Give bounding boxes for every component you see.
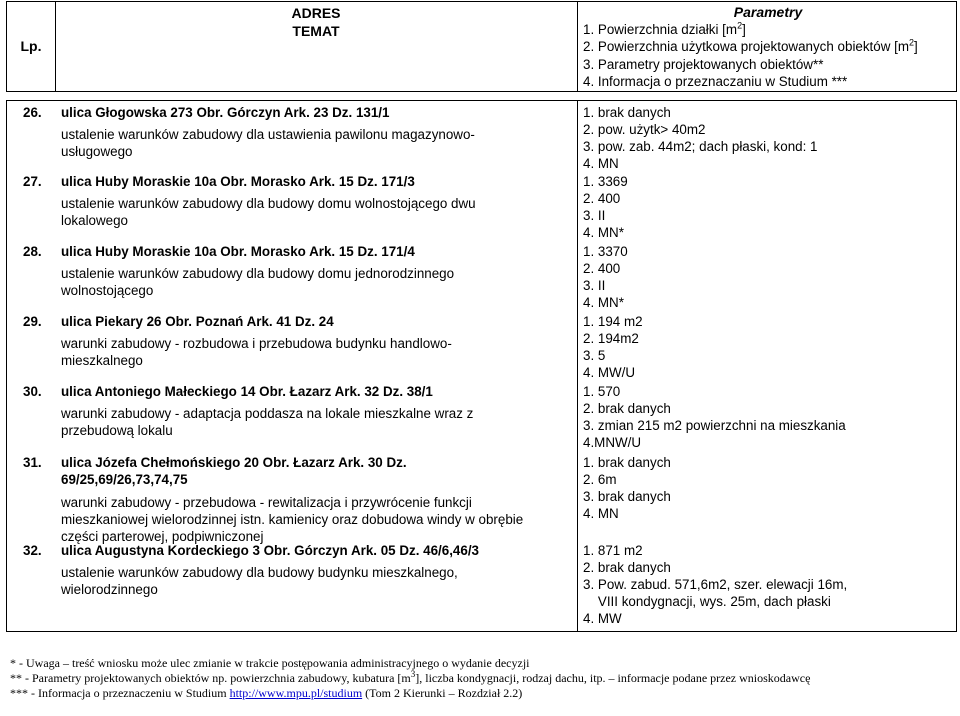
- header-divider: [577, 2, 578, 91]
- row-number: 28.: [23, 244, 42, 259]
- row-address: ulica Augustyna Kordeckiego 3 Obr. Górczyn Ark. 05 Dz. 46/6,46/3: [61, 543, 479, 558]
- row-address: ulica Głogowska 273 Obr. Górczyn Ark. 23 Dz. 131/1: [61, 105, 390, 120]
- header-adres: ADRES: [291, 5, 341, 21]
- row-address: ulica Huby Moraskie 10a Obr. Morasko Ark. 15 Dz. 171/4: [61, 244, 415, 259]
- row-topic: ustalenie warunków zabudowy dla budowy domu jednorodzinnego wolnostojącego: [61, 266, 455, 298]
- row-param: 4. MW: [583, 611, 622, 626]
- row-param: 2. 194m2: [583, 331, 639, 346]
- row-topic: ustalenie warunków zabudowy dla ustawienia pawilonu magazynowo-usługowego: [61, 127, 475, 159]
- row-param: 3. II: [583, 278, 606, 293]
- row-param: 2. 400: [583, 261, 621, 276]
- row-number: 32.: [23, 543, 42, 558]
- row-number: 26.: [23, 105, 42, 120]
- row-param: 3. pow. zab. 44m2; dach płaski, kond: 1: [583, 139, 818, 154]
- row-param: 3. II: [583, 208, 606, 223]
- table-header: [6, 1, 957, 92]
- row-params: [583, 243, 953, 311]
- row-param: 1. 3369: [583, 174, 628, 189]
- row-params: [583, 313, 953, 381]
- row-param: 1. brak danych: [583, 455, 671, 470]
- row-param: 1. 871 m2: [583, 543, 643, 558]
- footnote-1: * - Uwaga – treść wniosku może ulec zmianie w trakcie postępowania administracyjnego o wydanie decyzji: [10, 656, 530, 670]
- row-param: 2. 400: [583, 191, 621, 206]
- body-divider: [577, 101, 578, 631]
- row-param: 4. MW/U: [583, 365, 636, 380]
- header-param-3: 3. Parametry projektowanych obiektów**: [583, 56, 824, 72]
- row-number: 30.: [23, 384, 42, 399]
- row-param: 4. MN: [583, 506, 619, 521]
- table-body: [6, 100, 957, 632]
- row-topic: ustalenie warunków zabudowy dla budowy domu wolnostojącego dwu lokalowego: [61, 196, 476, 228]
- row-number: 31.: [23, 455, 42, 470]
- row-number: 27.: [23, 174, 42, 189]
- footnote-2: ** - Parametry projektowanych obiektów np. powierzchnia zabudowy, kubatura $[m^3]$, liczba kondygnacji, rodzaj dachu, itp. – informacje podane przez wnioskodawcę: [10, 669, 811, 685]
- row-param: 2. brak danych: [583, 401, 671, 416]
- row-param: 3. Pow. zabud. 571,6m2, szer. elewacji 16m,: [583, 577, 848, 592]
- header-temat: TEMAT: [292, 23, 340, 39]
- header-address-topic: [55, 4, 577, 40]
- header-lp: Lp.: [20, 38, 42, 54]
- footnote-3: *** - Informacja o przeznaczeniu w Studium http://www.mpu.pl/studium (Tom 2 Kierunki – Rozdział 2.2): [10, 686, 523, 700]
- row-param: 3. zmian 215 m2 powierzchni na mieszkania: [583, 418, 846, 433]
- row-address: ulica Antoniego Małeckiego 14 Obr. Łazarz Ark. 32 Dz. 38/1: [61, 384, 433, 399]
- row-address: ulica Józefa Chełmońskiego 20 Obr. Łazarz Ark. 30 Dz. 69/25,69/26,73,74,75: [61, 455, 407, 487]
- footnotes: [10, 656, 955, 701]
- row-number: 29.: [23, 314, 42, 329]
- row-params: [583, 542, 953, 627]
- studium-link[interactable]: http://www.mpu.pl/studium: [229, 686, 363, 700]
- header-param-title: Parametry: [733, 4, 803, 20]
- header-parameters: [583, 4, 953, 90]
- row-address: ulica Piekary 26 Obr. Poznań Ark. 41 Dz. 24: [61, 314, 334, 329]
- row-param: 4. MN*: [583, 295, 624, 310]
- row-topic: warunki zabudowy - rozbudowa i przebudowa budynku handlowo-mieszkalnego: [61, 336, 452, 368]
- row-param: 3. 5: [583, 348, 606, 363]
- row-topic: warunki zabudowy - przebudowa - rewitalizacja i przywrócenie funkcji mieszkaniowej wielorodzinnej istn. kamienicy oraz dobudowa windy w obrębie części parterowej, podpiwniczonej: [61, 495, 524, 544]
- row-param: 3. brak danych: [583, 489, 671, 504]
- row-param: 4. MN*: [583, 225, 624, 240]
- row-address: ulica Huby Moraskie 10a Obr. Morasko Ark. 15 Dz. 171/3: [61, 174, 415, 189]
- row-params: [583, 454, 953, 522]
- header-param-4: 4. Informacja o przeznaczaniu w Studium ***: [583, 73, 848, 89]
- row-param: 1. 3370: [583, 244, 628, 259]
- row-topic: warunki zabudowy - adaptacja poddasza na lokale mieszkalne wraz z przebudową lokalu: [61, 406, 474, 438]
- row-param: VIII kondygnacji, wys. 25m, dach płaski: [583, 594, 831, 609]
- row-param: 4.MNW/U: [583, 435, 642, 450]
- row-param: 4. MN: [583, 156, 619, 171]
- row-param: 2. pow. użytk> 40m2: [583, 122, 706, 137]
- row-param: 1. 194 m2: [583, 314, 643, 329]
- row-params: [583, 383, 953, 451]
- row-param: 2. brak danych: [583, 560, 671, 575]
- row-params: [583, 104, 953, 172]
- row-param: 2. 6m: [583, 472, 617, 487]
- row-topic: ustalenie warunków zabudowy dla budowy budynku mieszkalnego, wielorodzinnego: [61, 565, 458, 597]
- header-param-1: 1. Powierzchnia działki $[m^2]$: [583, 20, 746, 38]
- row-params: [583, 173, 953, 241]
- row-param: 1. 570: [583, 384, 621, 399]
- row-param: 1. brak danych: [583, 105, 671, 120]
- header-param-2: 2. Powierzchnia użytkowa projektowanych obiektów $[m^2]$: [583, 37, 918, 55]
